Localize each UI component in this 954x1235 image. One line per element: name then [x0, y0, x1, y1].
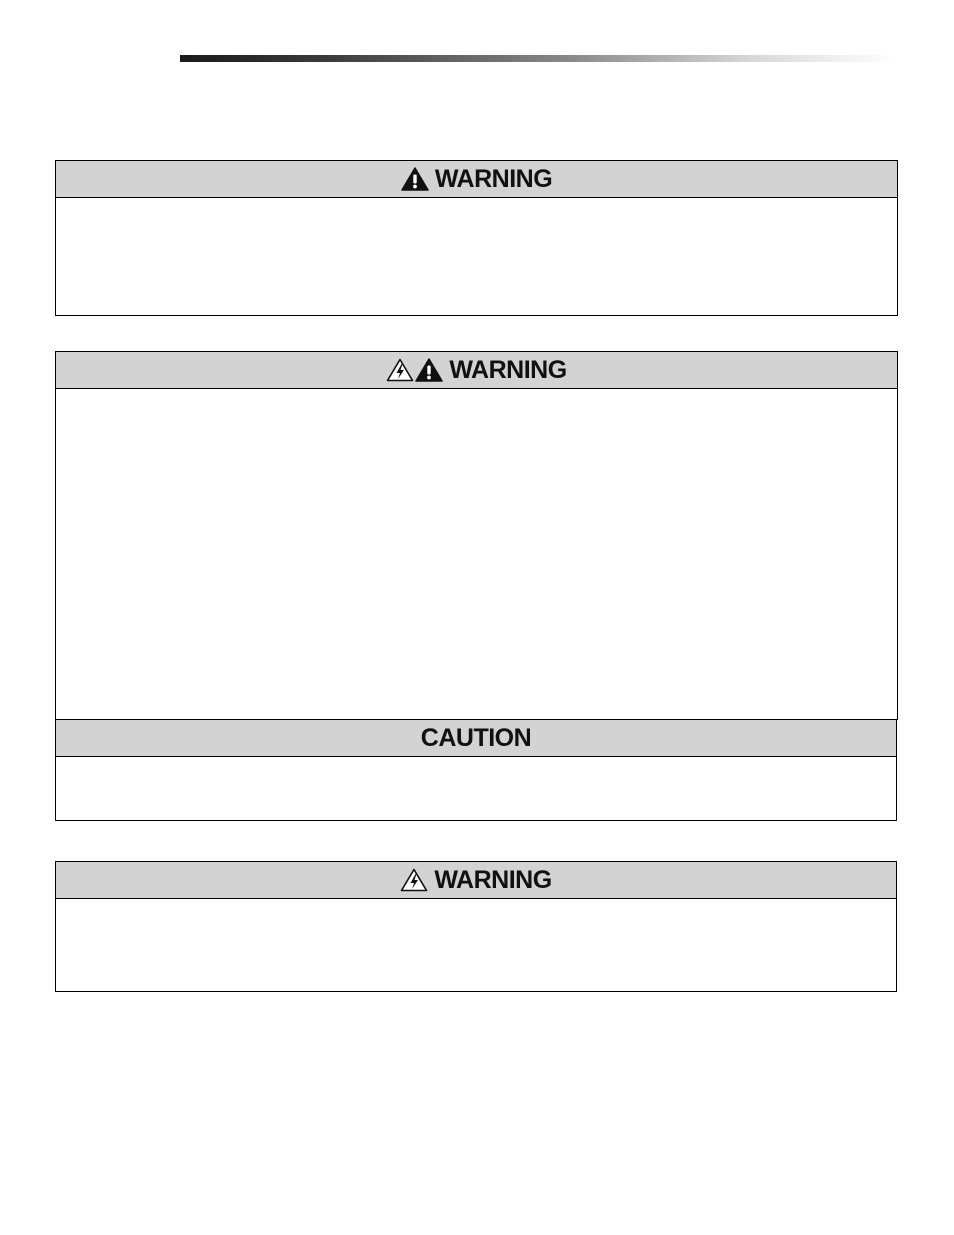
warning-title: WARNING	[434, 164, 553, 193]
warning-icons	[400, 868, 428, 892]
exclamation-triangle-icon	[401, 167, 429, 191]
electrical-hazard-triangle-icon	[400, 868, 428, 892]
warning-box-header	[56, 352, 897, 389]
caution-box-header	[56, 720, 896, 757]
warning-box-general	[55, 160, 898, 316]
warning-box-header	[56, 161, 897, 198]
exclamation-triangle-icon	[415, 358, 443, 382]
warning-icons	[401, 167, 429, 191]
electrical-hazard-triangle-icon	[386, 358, 414, 382]
caution-box	[55, 719, 897, 821]
warning-title: WARNING	[449, 355, 567, 384]
warning-icons	[386, 358, 443, 382]
warning-title: WARNING	[434, 865, 552, 894]
caution-title: CAUTION	[420, 723, 532, 752]
warning-box-electrical	[55, 861, 897, 992]
warning-box-header	[56, 862, 896, 899]
header-gradient-rule	[180, 55, 896, 62]
warning-box-electrical-general	[55, 351, 898, 720]
